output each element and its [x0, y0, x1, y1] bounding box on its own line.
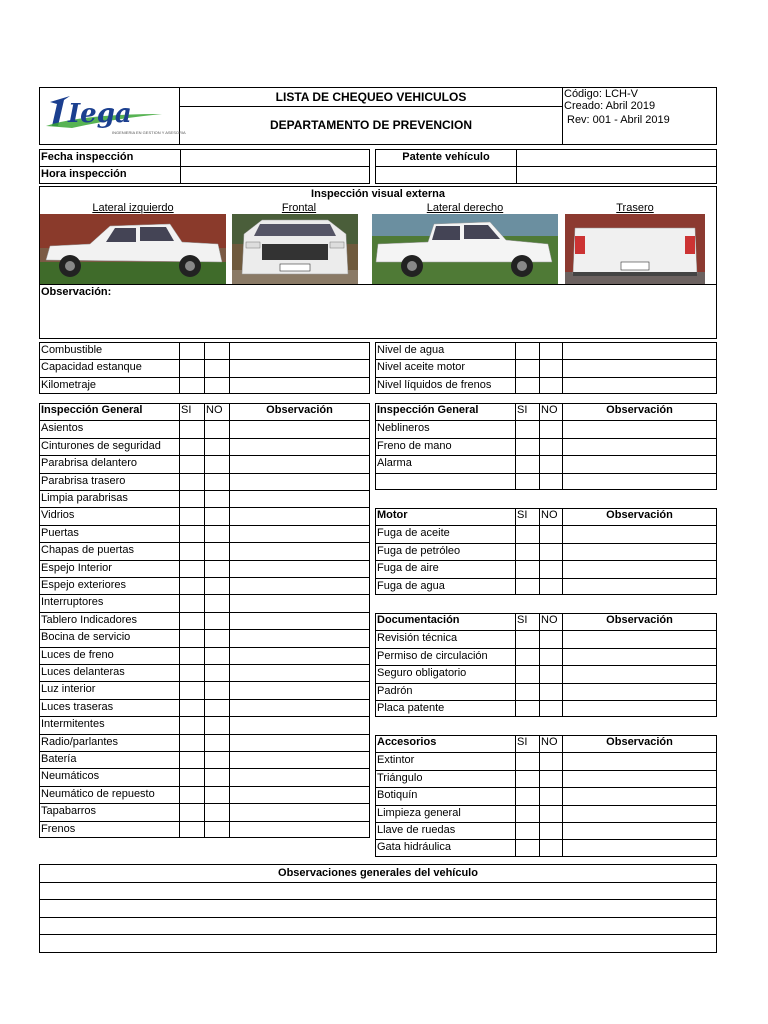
accesorios-item: Triángulo [377, 771, 423, 784]
no-check-cell[interactable] [540, 684, 562, 700]
general-left-item: Chapas de puertas [41, 544, 134, 557]
motor-item: Fuga de agua [377, 579, 445, 592]
photo-caption-left: Lateral izquierdo [92, 202, 174, 214]
general-left-item: Interruptores [41, 596, 104, 609]
no-check-cell[interactable] [540, 806, 562, 822]
observation-cell[interactable] [230, 421, 370, 437]
si-check-cell[interactable] [180, 491, 204, 507]
general-left-title: Inspección General [41, 404, 143, 416]
si-check-cell[interactable] [516, 701, 539, 717]
company-logo [42, 92, 186, 142]
accesorios-item: Extintor [377, 754, 415, 767]
observation-cell[interactable] [563, 666, 717, 682]
observation-cell[interactable] [563, 456, 717, 472]
accesorios-item: Botiquín [377, 789, 418, 802]
photo-frontal [232, 214, 358, 284]
si-check-cell[interactable] [180, 561, 204, 577]
no-check-cell[interactable] [205, 648, 229, 664]
no-check-cell[interactable] [540, 840, 562, 856]
documentacion-item: Padrón [377, 684, 413, 697]
documentacion-item: Placa patente [377, 702, 445, 714]
document-title: LISTA DE CHEQUEO VEHICULOS [275, 90, 467, 104]
document-code: Código: LCH-V [564, 88, 638, 100]
si-check-cell[interactable] [516, 823, 539, 839]
general-right-title: Inspección General [377, 404, 479, 416]
observation-cell[interactable] [563, 840, 717, 856]
si-check-cell[interactable] [516, 561, 539, 577]
observation-cell[interactable] [230, 700, 370, 716]
observation-cell[interactable] [230, 804, 370, 820]
si-check-cell[interactable] [180, 360, 204, 376]
no-check-cell[interactable] [540, 579, 562, 595]
si-check-cell[interactable] [180, 822, 204, 838]
general-observations-title: Observaciones generales del vehículo [278, 867, 478, 879]
si-check-cell[interactable] [180, 630, 204, 646]
observation-cell[interactable] [563, 771, 717, 787]
no-check-cell[interactable] [205, 752, 229, 768]
column-no: NO [541, 404, 558, 416]
document-created: Creado: Abril 2019 [564, 100, 656, 112]
no-check-cell[interactable] [205, 378, 229, 394]
hora-label: Hora inspección [41, 168, 127, 180]
column-observation: Observación [606, 736, 673, 748]
observation-cell[interactable] [563, 579, 717, 595]
general-left-item: Tablero Indicadores [41, 613, 138, 626]
si-check-cell[interactable] [180, 752, 204, 768]
general-left-item: Cinturones de seguridad [41, 439, 161, 452]
si-check-cell[interactable] [180, 613, 204, 629]
general-left-item: Luces delanteras [41, 666, 125, 678]
general-left-item: Radio/parlantes [41, 735, 119, 748]
header-divider [179, 106, 563, 107]
no-check-cell[interactable] [205, 804, 229, 820]
general-right-item: Alarma [377, 457, 412, 470]
si-check-cell[interactable] [180, 474, 204, 490]
photo-lateral-derecho [372, 214, 558, 284]
general-left-item: Luz interior [41, 683, 96, 696]
no-check-cell[interactable] [205, 717, 229, 733]
levels-left-item: Capacidad estanque [41, 361, 142, 374]
no-check-cell[interactable] [540, 753, 562, 769]
observation-cell[interactable] [563, 649, 717, 665]
fecha-input[interactable] [181, 150, 369, 166]
general-observation-line-1[interactable] [40, 883, 716, 899]
observation-cell[interactable] [563, 561, 717, 577]
si-check-cell[interactable] [180, 804, 204, 820]
photo-lateral-izquierdo [40, 214, 226, 284]
observation-cell[interactable] [230, 735, 370, 751]
general-right-item: Freno de mano [377, 439, 452, 452]
si-check-cell[interactable] [180, 343, 204, 359]
column-no: NO [206, 404, 223, 416]
observation-cell[interactable] [563, 526, 717, 542]
observation-cell[interactable] [563, 343, 717, 359]
levels-right-item: Nivel líquidos de frenos [377, 378, 492, 391]
si-check-cell[interactable] [516, 456, 539, 472]
observation-cell[interactable] [230, 491, 370, 507]
general-left-item: Parabrisa delantero [41, 457, 138, 470]
observation-cell[interactable] [563, 631, 717, 647]
logo-tagline: INGENIERIA EN GESTION Y ASESORIA [112, 130, 186, 135]
si-check-cell[interactable] [180, 508, 204, 524]
no-check-cell[interactable] [205, 360, 229, 376]
observation-cell[interactable] [563, 378, 717, 394]
no-check-cell[interactable] [205, 561, 229, 577]
si-check-cell[interactable] [180, 595, 204, 611]
no-check-cell[interactable] [540, 666, 562, 682]
si-check-cell[interactable] [516, 684, 539, 700]
general-left-item: Bocina de servicio [41, 631, 131, 644]
general-left-item: Parabrisa trasero [41, 474, 126, 487]
photo-caption-rear: Trasero [616, 202, 654, 214]
department-title: DEPARTAMENTO DE PREVENCION [269, 118, 473, 132]
observation-cell[interactable] [230, 578, 370, 594]
general-left-item: Neumático de repuesto [41, 787, 155, 800]
si-check-cell[interactable] [180, 578, 204, 594]
general-right-item: Neblineros [377, 422, 430, 435]
observation-label: Observación: [41, 286, 112, 298]
observation-cell[interactable] [230, 822, 370, 838]
no-check-cell[interactable] [540, 649, 562, 665]
no-check-cell[interactable] [540, 439, 562, 455]
no-check-cell[interactable] [205, 421, 229, 437]
general-left-item: Frenos [41, 822, 76, 835]
documentacion-item: Seguro obligatorio [377, 667, 467, 680]
no-check-cell[interactable] [540, 561, 562, 577]
no-check-cell[interactable] [540, 771, 562, 787]
patente-input[interactable] [517, 150, 716, 166]
general-left-item: Espejo exteriores [41, 579, 126, 591]
no-check-cell[interactable] [540, 544, 562, 560]
observation-cell[interactable] [563, 823, 717, 839]
no-check-cell[interactable] [205, 578, 229, 594]
photo-caption-right: Lateral derecho [426, 202, 504, 214]
documentacion-title: Documentación [377, 614, 460, 626]
no-check-cell[interactable] [205, 630, 229, 646]
logo-text: Iega [68, 99, 132, 129]
general-left-item: Batería [41, 753, 77, 765]
column-no: NO [541, 509, 558, 521]
column-si: SI [517, 509, 528, 521]
observation-cell[interactable] [563, 701, 717, 717]
si-check-cell[interactable] [516, 421, 539, 437]
no-check-cell[interactable] [540, 788, 562, 804]
column-si: SI [517, 614, 528, 626]
general-left-item: Vidrios [41, 509, 75, 522]
observation-cell[interactable] [230, 378, 370, 394]
no-check-cell[interactable] [205, 595, 229, 611]
si-check-cell[interactable] [516, 649, 539, 665]
si-check-cell[interactable] [180, 735, 204, 751]
general-left-item: Luces de freno [41, 648, 114, 661]
si-check-cell[interactable] [516, 753, 539, 769]
si-check-cell[interactable] [516, 439, 539, 455]
general-observation-line-3[interactable] [40, 918, 716, 934]
column-observation: Observación [606, 509, 673, 521]
observation-cell[interactable] [563, 753, 717, 769]
document-revision: Rev: 001 - Abril 2019 [567, 114, 670, 126]
observation-cell[interactable] [563, 806, 717, 822]
observation-cell[interactable] [230, 508, 370, 524]
general-left-item: Luces traseras [41, 700, 114, 713]
observation-cell[interactable] [230, 752, 370, 768]
column-si: SI [517, 404, 528, 416]
no-check-cell[interactable] [205, 343, 229, 359]
accesorios-title: Accesorios [377, 736, 437, 748]
si-check-cell[interactable] [180, 665, 204, 681]
si-check-cell[interactable] [180, 717, 204, 733]
no-check-cell[interactable] [540, 343, 562, 359]
no-check-cell[interactable] [205, 787, 229, 803]
visual-observation-input[interactable] [40, 300, 716, 338]
documentacion-item: Permiso de circulación [377, 649, 488, 662]
si-check-cell[interactable] [516, 631, 539, 647]
motor-title: Motor [377, 509, 408, 521]
si-check-cell[interactable] [180, 378, 204, 394]
observation-cell[interactable] [230, 769, 370, 785]
no-check-cell[interactable] [205, 491, 229, 507]
fecha-label: Fecha inspección [41, 151, 134, 163]
observation-cell[interactable] [230, 526, 370, 542]
general-left-item: Tapabarros [41, 805, 97, 818]
si-check-cell[interactable] [516, 788, 539, 804]
observation-cell[interactable] [230, 456, 370, 472]
column-observation: Observación [606, 404, 673, 416]
photo-caption-front: Frontal [281, 202, 317, 214]
no-check-cell[interactable] [205, 665, 229, 681]
documentacion-item: Revisión técnica [377, 632, 458, 645]
si-check-cell[interactable] [180, 682, 204, 698]
observation-cell[interactable] [230, 717, 370, 733]
observation-cell[interactable] [230, 665, 370, 681]
general-left-item: Intermitentes [41, 718, 105, 731]
general-left-item: Puertas [41, 526, 79, 539]
si-check-cell[interactable] [180, 543, 204, 559]
header-divider [562, 87, 563, 145]
observation-cell[interactable] [230, 474, 370, 490]
observation-cell[interactable] [563, 788, 717, 804]
observation-cell[interactable] [230, 648, 370, 664]
observation-cell[interactable] [563, 544, 717, 560]
levels-right-item: Nivel aceite motor [377, 361, 466, 374]
accesorios-item: Llave de ruedas [377, 824, 456, 836]
motor-item: Fuga de aceite [377, 527, 450, 540]
column-observation: Observación [266, 404, 333, 416]
no-check-cell[interactable] [540, 474, 562, 490]
motor-item: Fuga de petróleo [377, 544, 461, 557]
no-check-cell[interactable] [205, 508, 229, 524]
si-check-cell[interactable] [180, 439, 204, 455]
si-check-cell[interactable] [516, 579, 539, 595]
no-check-cell[interactable] [205, 682, 229, 698]
si-check-cell[interactable] [180, 648, 204, 664]
general-observation-line-2[interactable] [40, 900, 716, 916]
observation-cell[interactable] [230, 561, 370, 577]
levels-left-item: Kilometraje [41, 378, 97, 391]
photo-trasero [565, 214, 705, 284]
observation-cell[interactable] [230, 439, 370, 455]
column-si: SI [517, 736, 528, 748]
no-check-cell[interactable] [205, 526, 229, 542]
no-check-cell[interactable] [540, 360, 562, 376]
si-check-cell[interactable] [180, 700, 204, 716]
observation-cell[interactable] [230, 787, 370, 803]
si-check-cell[interactable] [516, 666, 539, 682]
no-check-cell[interactable] [540, 378, 562, 394]
no-check-cell[interactable] [205, 700, 229, 716]
si-check-cell[interactable] [516, 378, 539, 394]
hora-input[interactable] [181, 167, 369, 183]
observation-cell[interactable] [563, 360, 717, 376]
observation-cell[interactable] [230, 682, 370, 698]
observation-cell[interactable] [563, 439, 717, 455]
general-left-item: Espejo Interior [41, 561, 112, 574]
column-no: NO [541, 614, 558, 626]
observation-cell[interactable] [230, 595, 370, 611]
column-si: SI [181, 404, 192, 416]
observation-cell[interactable] [563, 684, 717, 700]
no-check-cell[interactable] [205, 735, 229, 751]
si-check-cell[interactable] [180, 787, 204, 803]
observation-cell[interactable] [230, 543, 370, 559]
si-check-cell[interactable] [516, 806, 539, 822]
no-check-cell[interactable] [205, 822, 229, 838]
si-check-cell[interactable] [180, 769, 204, 785]
no-check-cell[interactable] [540, 421, 562, 437]
si-check-cell[interactable] [516, 343, 539, 359]
no-check-cell[interactable] [205, 543, 229, 559]
no-check-cell[interactable] [205, 474, 229, 490]
si-check-cell[interactable] [180, 526, 204, 542]
no-check-cell[interactable] [205, 456, 229, 472]
no-check-cell[interactable] [540, 456, 562, 472]
observation-cell[interactable] [563, 474, 717, 490]
si-check-cell[interactable] [516, 840, 539, 856]
no-check-cell[interactable] [540, 823, 562, 839]
si-check-cell[interactable] [516, 474, 539, 490]
no-check-cell[interactable] [540, 631, 562, 647]
general-observation-line-4[interactable] [40, 935, 716, 952]
accesorios-item: Limpieza general [377, 806, 461, 819]
si-check-cell[interactable] [516, 360, 539, 376]
observation-cell[interactable] [230, 613, 370, 629]
motor-item: Fuga de aire [377, 562, 439, 575]
levels-left-item: Combustible [41, 344, 103, 356]
patente-label: Patente vehículo [402, 151, 490, 163]
observation-cell[interactable] [563, 421, 717, 437]
column-observation: Observación [606, 614, 673, 626]
levels-right-item: Nivel de agua [377, 344, 445, 356]
general-left-item: Asientos [41, 422, 84, 435]
si-check-cell[interactable] [516, 771, 539, 787]
observation-cell[interactable] [230, 630, 370, 646]
no-check-cell[interactable] [540, 526, 562, 542]
si-check-cell[interactable] [180, 421, 204, 437]
si-check-cell[interactable] [516, 526, 539, 542]
observation-cell[interactable] [230, 360, 370, 376]
column-no: NO [541, 736, 558, 748]
no-check-cell[interactable] [205, 769, 229, 785]
row-divider [375, 166, 717, 167]
visual-inspection-title: Inspección visual externa [311, 188, 445, 200]
no-check-cell[interactable] [205, 439, 229, 455]
observation-cell[interactable] [230, 343, 370, 359]
si-check-cell[interactable] [180, 456, 204, 472]
general-left-item: Neumáticos [41, 770, 100, 783]
accesorios-item: Gata hidráulica [377, 841, 451, 854]
si-check-cell[interactable] [516, 544, 539, 560]
no-check-cell[interactable] [540, 701, 562, 717]
no-check-cell[interactable] [205, 613, 229, 629]
row-divider [39, 284, 717, 285]
general-left-item: Limpia parabrisas [41, 492, 128, 504]
